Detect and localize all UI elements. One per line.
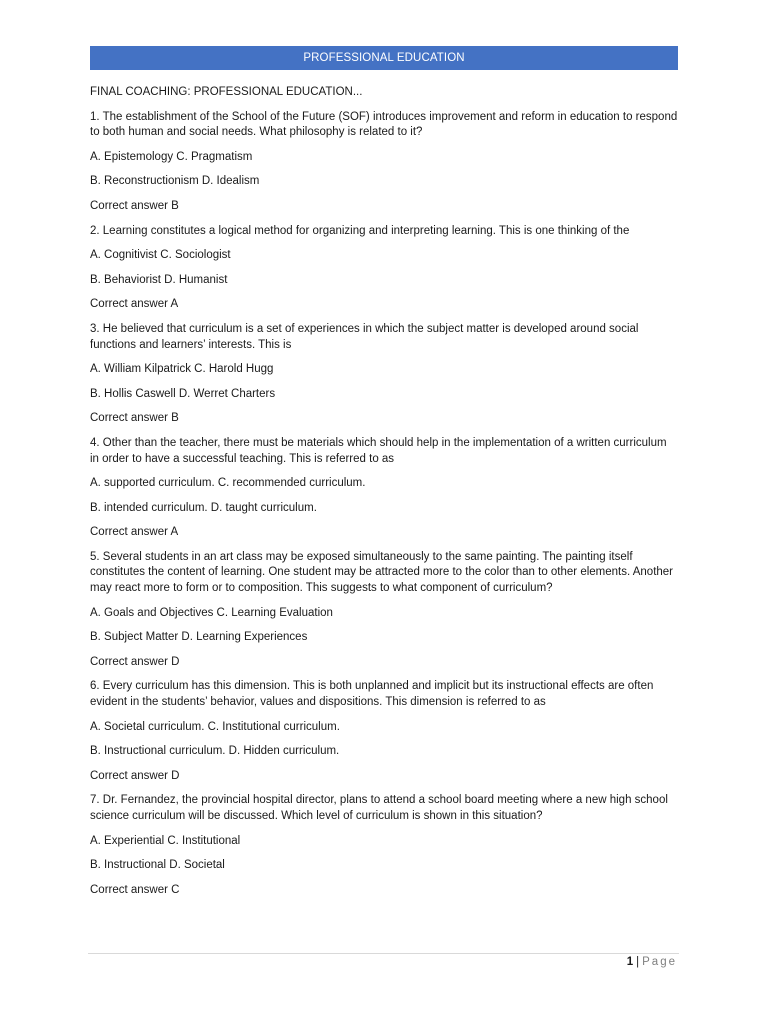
options-row-2: B. Subject Matter D. Learning Experiences: [90, 631, 308, 644]
question-text: 7. Dr. Fernandez, the provincial hospital director, plans to attend a school board meeting where a new high school science curriculum will be discussed. Which level of curriculum is shown in this situation?: [90, 794, 668, 822]
header-title: PROFESSIONAL EDUCATION: [303, 52, 465, 64]
options-row-1: A. Societal curriculum. C. Institutional curriculum.: [90, 720, 340, 733]
correct-answer: Correct answer A: [90, 526, 179, 539]
options-row-1: A. William Kilpatrick C. Harold Hugg: [90, 363, 274, 376]
intro-line: FINAL COACHING: PROFESSIONAL EDUCATION...: [90, 86, 363, 98]
question-1: [90, 110, 678, 224]
footer-separator: |: [636, 956, 640, 968]
options-row-2: B. Instructional curriculum. D. Hidden curriculum.: [90, 745, 340, 758]
question-3: [90, 322, 678, 436]
correct-answer: Correct answer B: [90, 199, 179, 212]
question-5: [90, 550, 678, 680]
question-text: 6. Every curriculum has this dimension. This is both unplanned and implicit but its instructional effects are often evident in the students’ behavior, values and dispositions. This dimension is referred to as: [90, 680, 654, 709]
options-row-1: A. Goals and Objectives C. Learning Evaluation: [90, 606, 333, 619]
options-row-2: B. Reconstructionism D. Idealism: [90, 175, 260, 188]
options-row-1: A. supported curriculum. C. recommended curriculum.: [90, 477, 366, 490]
question-4: [90, 436, 678, 550]
options-row-2: B. intended curriculum. D. taught curriculum.: [90, 501, 317, 514]
page-header-bar: [90, 46, 678, 70]
options-row-2: B. Hollis Caswell D. Werret Charters: [90, 387, 276, 400]
correct-answer: Correct answer D: [90, 769, 180, 782]
question-text: 3. He believed that curriculum is a set of experiences in which the subject matter is developed around social functions and learners’ interests. This is: [90, 322, 639, 351]
options-row-1: A. Cognitivist C. Sociologist: [90, 249, 231, 262]
document-page: [90, 46, 678, 898]
options-row-2: B. Behaviorist D. Humanist: [90, 273, 228, 286]
footer-divider: [88, 953, 679, 954]
page-number: 1: [626, 956, 634, 968]
correct-answer: Correct answer B: [90, 412, 179, 425]
correct-answer: Correct answer C: [90, 883, 180, 896]
page-label: Page: [642, 956, 677, 968]
question-text: 1. The establishment of the School of the Future (SOF) introduces improvement and reform in education to respond to both human and social needs. What philosophy is related to it?: [90, 110, 678, 139]
correct-answer: Correct answer A: [90, 298, 179, 311]
question-text: 2. Learning constitutes a logical method for organizing and interpreting learning. This is one thinking of the: [90, 224, 630, 237]
question-6: [90, 679, 678, 793]
question-text: 4. Other than the teacher, there must be materials which should help in the implementation of a written curriculum in order to have a successful teaching. This is referred to as: [90, 436, 667, 465]
page-footer: [627, 955, 677, 970]
correct-answer: Correct answer D: [90, 655, 180, 668]
options-row-2: B. Instructional D. Societal: [90, 859, 225, 872]
question-2: [90, 224, 678, 322]
question-text: 5. Several students in an art class may be exposed simultaneously to the same painting. The painting itself constitutes the content of learning. One student may be attracted more to the color than to other elements. Another may react more to form or to composition. This suggests to what component of curriculum?: [90, 550, 674, 595]
options-row-1: A. Epistemology C. Pragmatism: [90, 150, 253, 163]
question-7: [90, 793, 678, 898]
document-body: [90, 85, 678, 898]
options-row-1: A. Experiential C. Institutional: [90, 834, 241, 847]
